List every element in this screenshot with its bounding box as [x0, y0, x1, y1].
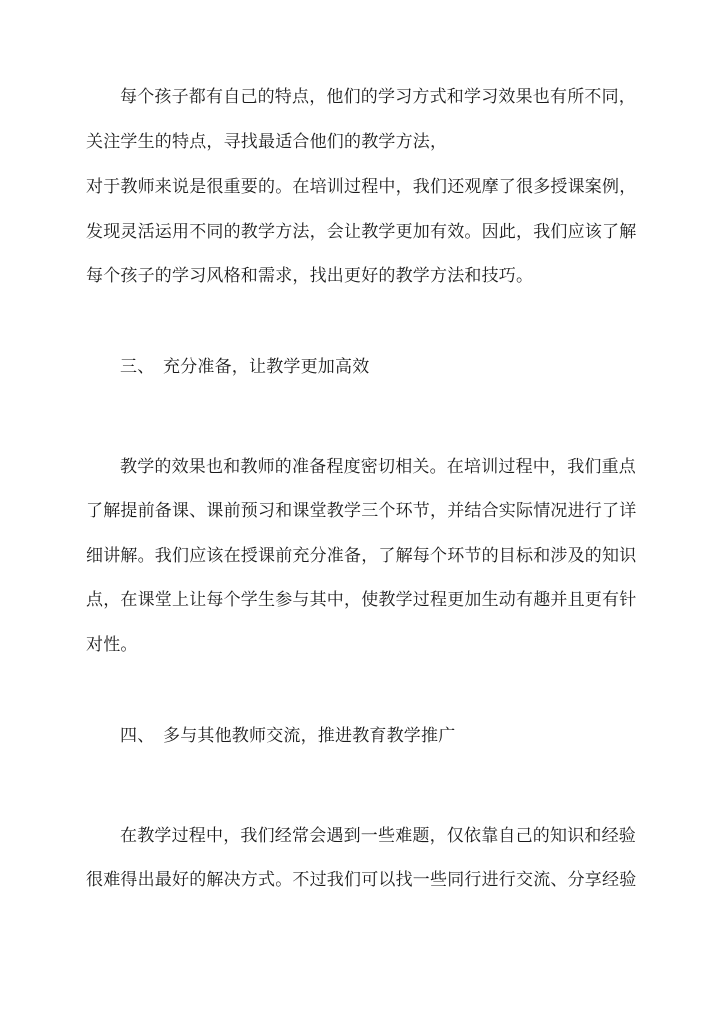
section-title: 多与其他教师交流，推进教育教学推广 — [163, 726, 456, 746]
paragraph-line: 发现灵活运用不同的教学方法，会让教学更加有效。因此，我们应该了解 — [86, 222, 637, 242]
section-title: 充分准备，让教学更加高效 — [163, 357, 370, 377]
paragraph-line: 每个孩子都有自己的特点，他们的学习方式和学习效果也有所不同， — [120, 87, 636, 107]
paragraph-line: 教学的效果也和教师的准备程度密切相关。在培训过程中，我们重点 — [120, 457, 636, 477]
section-heading — [120, 725, 455, 747]
section-number: 四、 — [120, 726, 155, 746]
paragraph-line: 很难得出最好的解决方式。不过我们可以找一些同行进行交流、分享经验 — [86, 870, 637, 890]
paragraph-line: 对于教师来说是很重要的。在培训过程中，我们还观摩了很多授课案例， — [86, 177, 637, 197]
paragraph-line: 点，在课堂上让每个学生参与其中，使教学过程更加生动有趣并且更有针 — [86, 590, 637, 610]
paragraph-line: 细讲解。我们应该在授课前充分准备，了解每个环节的目标和涉及的知识 — [86, 546, 637, 566]
section-heading — [120, 356, 369, 378]
section-number: 三、 — [120, 357, 155, 377]
paragraph-line: 关注学生的特点，寻找最适合他们的教学方法， — [86, 132, 448, 152]
paragraph-line: 在教学过程中，我们经常会遇到一些难题，仅依靠自己的知识和经验 — [120, 826, 636, 846]
paragraph-line: 对性。 — [86, 635, 138, 655]
paragraph-line: 每个孩子的学习风格和需求，找出更好的教学方法和技巧。 — [86, 266, 534, 286]
paragraph-line: 了解提前备课、课前预习和课堂教学三个环节，并结合实际情况进行了详 — [86, 501, 637, 521]
